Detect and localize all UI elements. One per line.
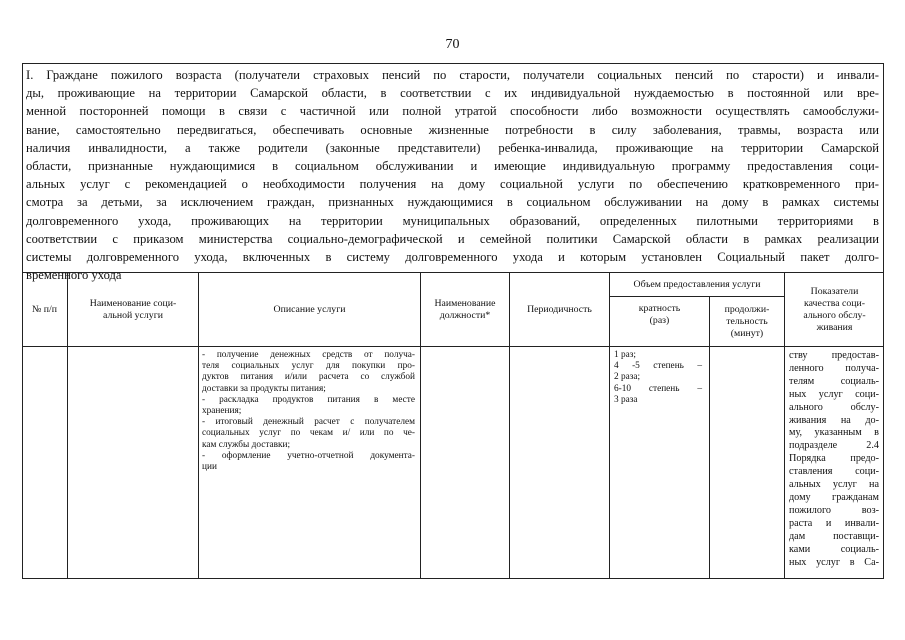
quality-line: ству предостав- — [789, 350, 879, 361]
intro-line: вание, самостоятельно передвигаться, обеспечивать основные жизненные потребности в силу заболевания, травмы, возраста или — [26, 122, 879, 137]
intro-line: временного ухода — [26, 268, 122, 283]
header-quality: Показатели качества соци- ального обслу- живания — [803, 285, 866, 333]
description-line: - оформление учетно-отчетной документа- — [202, 450, 415, 461]
header-periodicity: Периодичность — [527, 303, 592, 315]
intro-line: системы долговременного ухода, включенных в систему долговременного ухода и которым установлен Социальный пакет долго- — [26, 250, 879, 265]
header-position: Наименование должности* — [434, 297, 496, 321]
intro-line: ды, проживающие на территории Самарской области, в соответствии с их индивидуальной нуждаемостью в постоянной или вре- — [26, 86, 879, 101]
multiplicity-line: 2 раза; — [614, 372, 641, 383]
description-line: кам службы доставки; — [202, 439, 291, 450]
multiplicity-line: 3 раза — [614, 394, 638, 405]
description-line: ции — [202, 462, 217, 473]
quality-line: му, указанным в — [789, 427, 879, 439]
description-line: хранения; — [202, 406, 242, 417]
header-description: Описание услуги — [273, 303, 346, 315]
header-duration: продолжи- тельность (минут) — [724, 303, 770, 339]
quality-line: ных услуг в Са- — [789, 556, 879, 568]
header-num: № п/п — [31, 303, 57, 315]
quality-line: ленного получа- — [789, 362, 879, 374]
intro-line: долговременного ухода, проживающих на территории муниципальных образований, определенных пилотными территориями в — [26, 213, 879, 228]
quality-line: дам поставщи- — [789, 530, 879, 542]
description-line: - получение денежных средств от получа- — [202, 350, 415, 360]
intro-line: менной посторонней помощи в связи с частичной или полной утратой способности либо возможности осуществлять самообслужи- — [26, 104, 879, 119]
description-line: теля социальных услуг для покупки про- — [202, 361, 415, 372]
quality-cell — [789, 350, 879, 569]
quality-line: телям социаль- — [789, 375, 879, 387]
quality-line: живания на до- — [789, 414, 879, 426]
header-bottom-border — [22, 346, 884, 347]
quality-line: раста и инвали- — [789, 517, 879, 529]
description-cell — [202, 350, 415, 473]
description-line: - итоговый денежный расчет с получателем — [202, 417, 415, 428]
quality-line: ального обслу- — [789, 401, 879, 413]
header-service-name: Наименование соци- альной услуги — [89, 297, 177, 321]
multiplicity-line: 4 -5 степень – — [614, 361, 702, 372]
description-line: доставки за продукты питания; — [202, 383, 326, 394]
intro-line: области, признанные нуждающимися в социальном обслуживании и имеющие индивидуальную программу предоставления соци- — [26, 159, 879, 174]
quality-line: Порядка предо- — [789, 453, 879, 465]
header-volume: Объем предоставления услуги — [633, 278, 761, 290]
quality-line: ками социаль- — [789, 543, 879, 555]
intro-line: наличия инвалидности, а также родители (законные представители) ребенка-инвалида, проживающие на территории Самарской — [26, 140, 879, 155]
description-line: - раскладка продуктов питания в месте — [202, 394, 415, 405]
multiplicity-line: 1 раз; — [614, 350, 637, 360]
description-line: дуктов питания и/или расчета со службой — [202, 372, 415, 383]
header-multiplicity: кратность (раз) — [638, 303, 681, 326]
page-number: 70 — [445, 37, 460, 52]
intro-line: I. Граждане пожилого возраста (получатели страховых пенсий по старости, получатели социальных пенсий по старости) и инвали- — [26, 68, 879, 82]
intro-line: альных услуг с рекомендацией о необходимости получения на дому социальной услуги по обеспечению кратковременного при- — [26, 177, 879, 192]
multiplicity-line: 6-10 степень – — [614, 383, 702, 394]
quality-line: ставления соци- — [789, 466, 879, 478]
description-line: социальных услуг по чекам и/ или по че- — [202, 428, 415, 439]
quality-line: дому гражданам — [789, 491, 879, 503]
intro-line: соответствии с приказом министерства социально-демографической и семейной политики Самарской области в рамках реализации — [26, 231, 879, 246]
quality-line: пожилого воз- — [789, 504, 879, 516]
quality-line: ных услуг соци- — [789, 388, 879, 400]
multiplicity-cell — [614, 350, 702, 406]
section-intro-paragraph — [26, 66, 879, 284]
quality-line: подразделе 2.4 — [789, 440, 879, 452]
quality-line: альных услуг на — [789, 479, 879, 491]
intro-line: смотра за детьми, за исключением граждан, признанных нуждающимися в социальном обслуживании на дому в рамках системы — [26, 195, 879, 210]
